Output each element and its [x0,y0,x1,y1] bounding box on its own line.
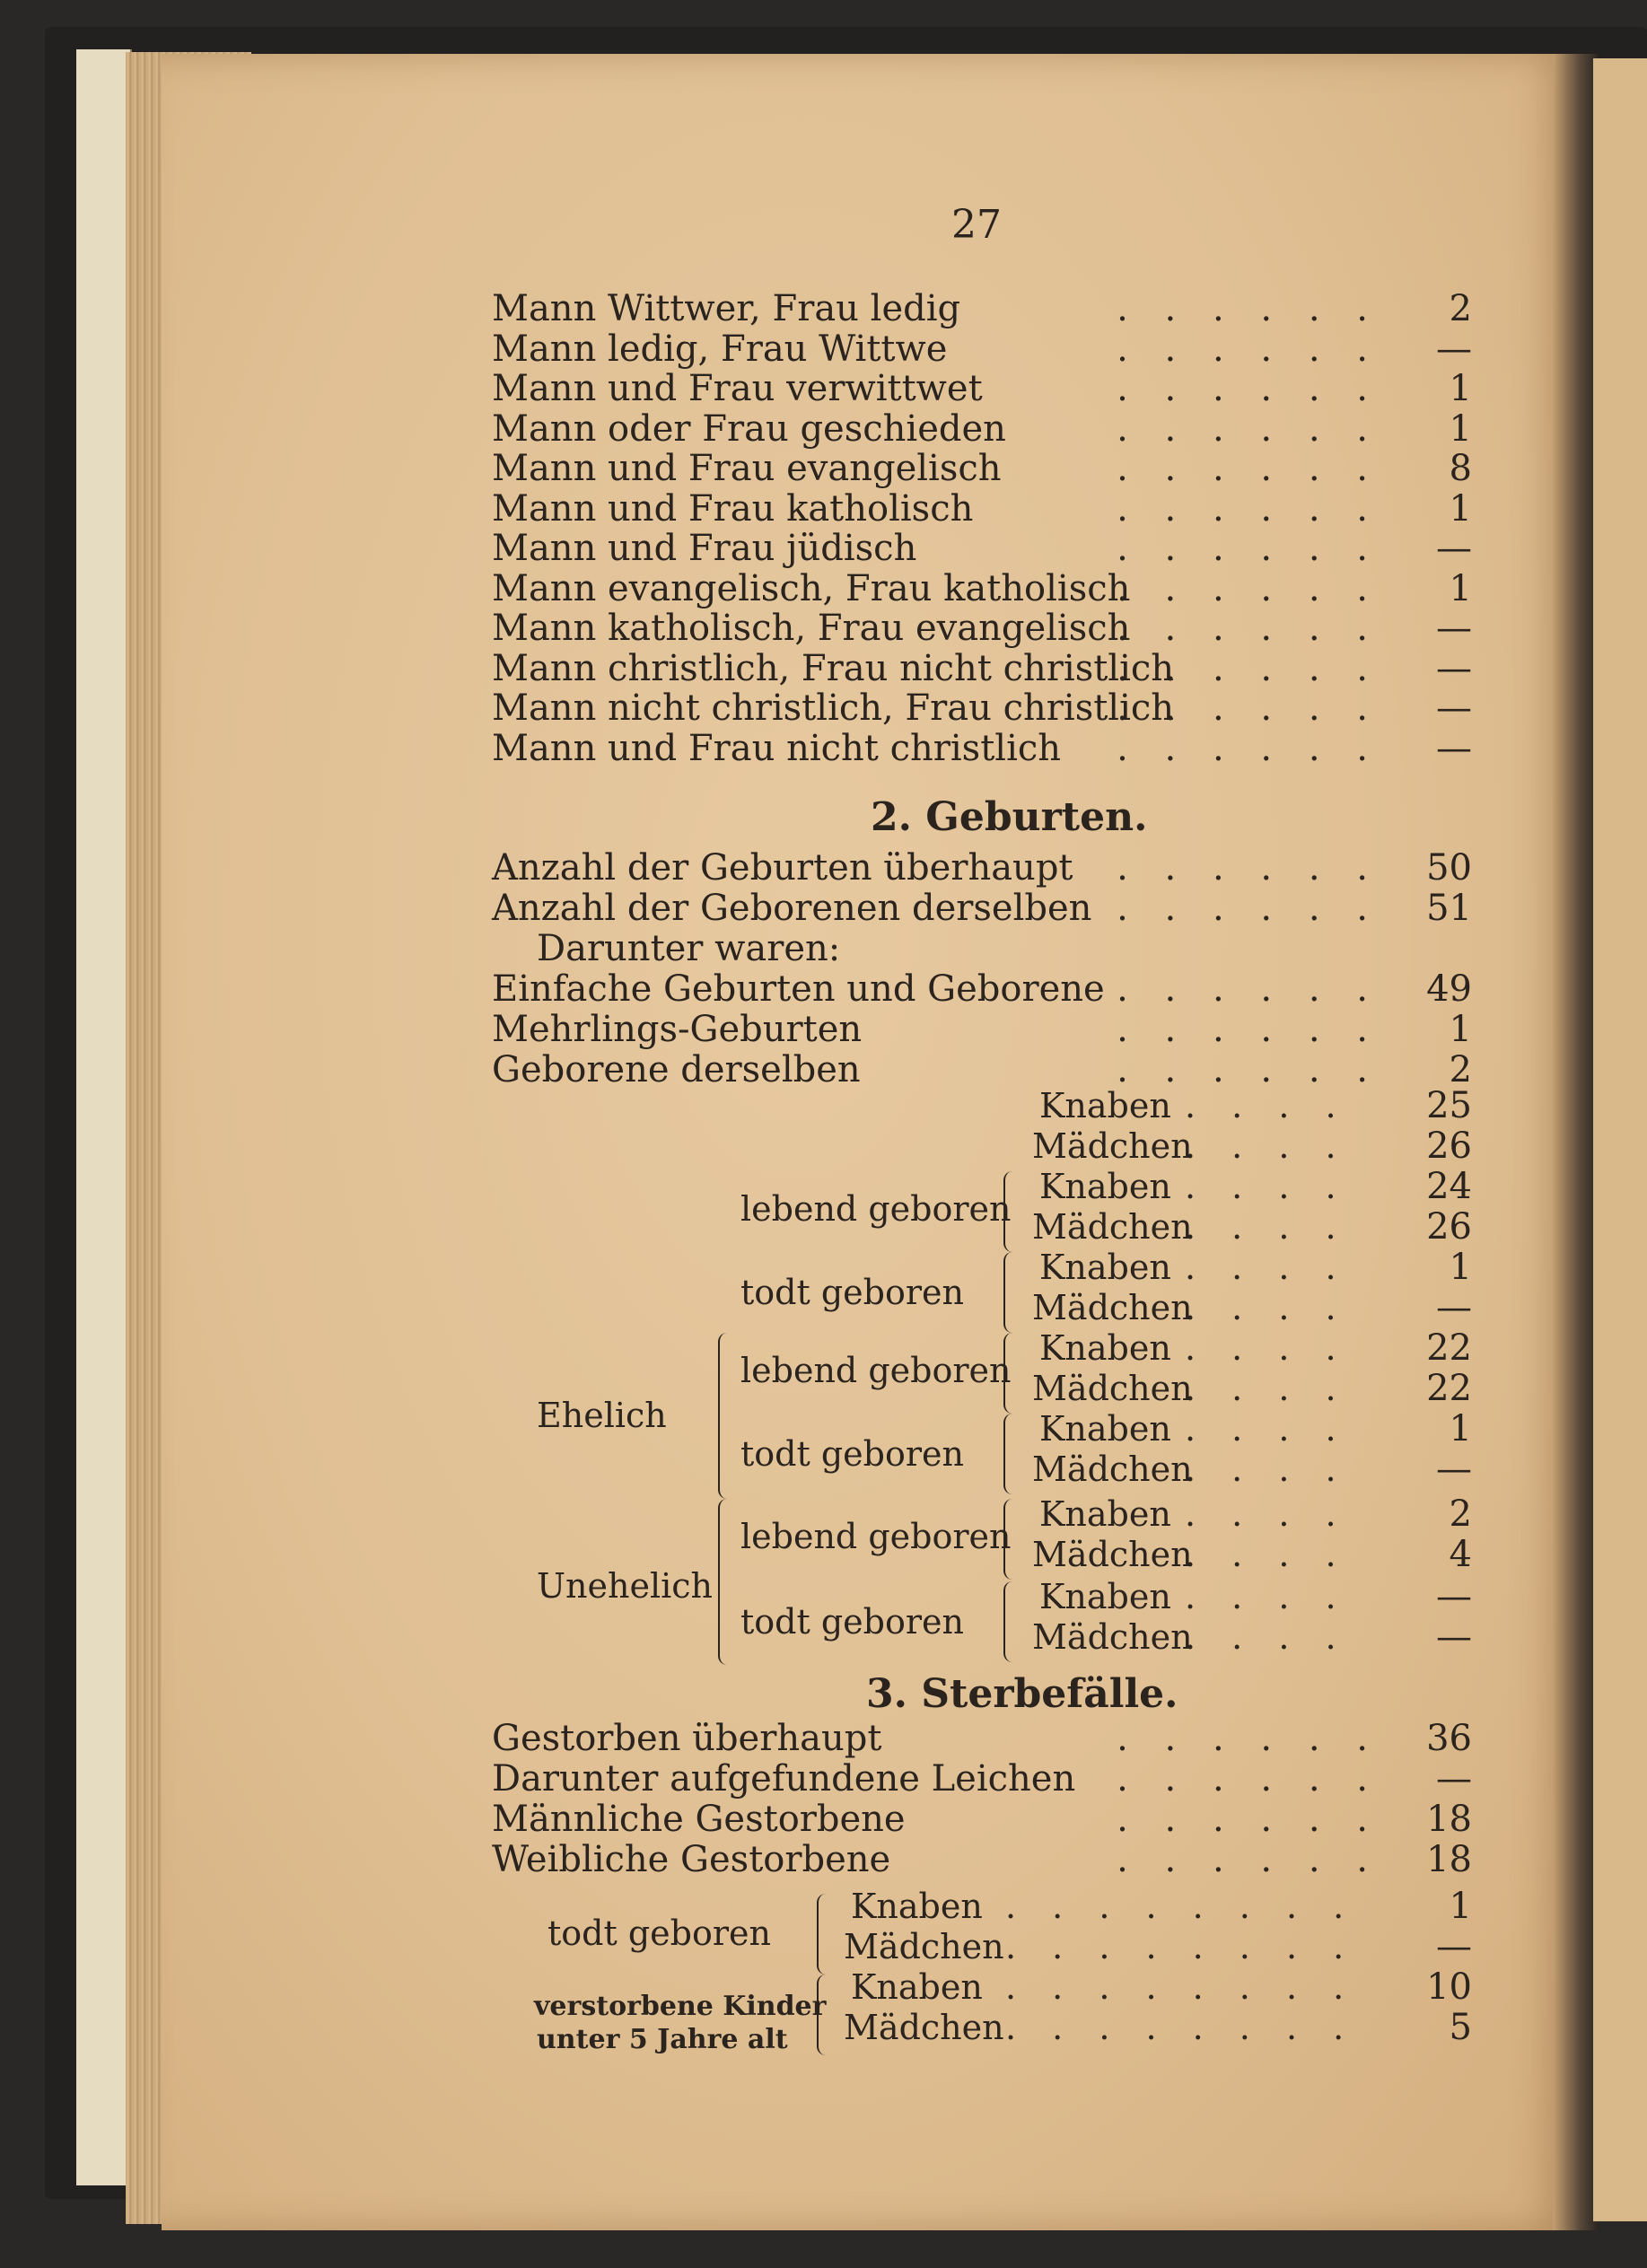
dot-leader: . . . . [1185,1535,1349,1574]
dot-leader: . . . . . . . . [1005,1927,1357,1966]
group-ehelich: Ehelich [537,1396,667,1435]
row-value: 1 [1449,567,1472,609]
label-maedchen: Mädchen [1032,1288,1193,1327]
row-value: 18 [1426,1839,1472,1880]
row-label: Mann oder Frau geschieden [492,407,1006,450]
brace [817,1975,828,2055]
label-knaben: Knaben [1039,1409,1171,1449]
table-row [492,409,1479,449]
row-label: Mann und Frau evangelisch [492,448,1002,489]
dot-leader: . . . . [1185,1248,1349,1287]
brace [1003,1252,1014,1333]
dot-leader: . . . . . . . . [1005,2008,1357,2047]
table-row [492,529,1479,568]
label-knaben: Knaben [1039,1167,1171,1206]
row-label: Geborene derselben [492,1049,861,1090]
table-row [492,569,1479,609]
table-row [492,489,1479,529]
table-row [492,1800,1479,1839]
dot-leader: . . . . . . [1117,1049,1380,1090]
row-value: 1 [1449,1009,1472,1050]
dot-leader: . . . . . . [1117,687,1380,729]
row-label: Mann nicht christlich, Frau christlich [492,687,1175,729]
dot-leader: . . . . . . [1117,1718,1380,1759]
row-label: Mann evangelisch, Frau katholisch [492,567,1131,609]
brace [1003,1581,1014,1662]
dot-leader: . . . . . . [1117,968,1380,1010]
dot-leader: . . . . . . [1117,888,1380,929]
row-value: — [1436,687,1472,729]
value: — [1436,1576,1472,1617]
row-label: Mann und Frau nicht christlich [492,727,1062,769]
page-gutter [1553,54,1598,2230]
row-label: Einfache Geburten und Geborene [492,968,1105,1010]
table-row [492,1840,1479,1879]
row-label: Männliche Gestorbene [492,1799,906,1840]
value: 4 [1449,1534,1472,1575]
group-unehelich: Unehelich [537,1566,714,1606]
dot-leader: . . . . . . [1117,288,1380,329]
dot-leader: . . . . . . . . [1005,1887,1357,1926]
label-knaben: Knaben [851,1887,983,1926]
table-row [492,729,1479,768]
label-knaben: Knaben [1039,1494,1171,1534]
row-label: Mann katholisch, Frau evangelisch [492,608,1131,649]
group-lebend-geboren: lebend geboren [740,1351,1012,1390]
row-label: Darunter waren: [537,928,841,969]
brace [718,1333,729,1499]
dot-leader: . . . . [1185,1167,1349,1206]
dot-leader: . . . . . . . . [1005,1967,1357,2007]
value: 22 [1426,1327,1472,1369]
label-knaben: Knaben [1039,1086,1171,1125]
dot-leader: . . . . . . [1117,487,1380,530]
value: — [1436,1926,1472,1967]
row-value: 18 [1426,1799,1472,1840]
brace [1003,1499,1014,1580]
table-row [492,449,1479,488]
dot-leader: . . . . . . [1117,328,1380,370]
value: 24 [1426,1166,1472,1207]
label-maedchen: Mädchen [1032,1617,1193,1657]
label-knaben: Knaben [1039,1248,1171,1287]
row-value: 51 [1426,888,1472,929]
row-value: 2 [1449,1049,1472,1090]
row-label: Darunter aufgefundene Leichen [492,1758,1076,1800]
table-row [492,289,1479,328]
table-row [492,688,1479,728]
value: 1 [1449,1886,1472,1927]
table-row [492,1010,1479,1049]
table-row [492,889,1479,928]
group-todt-geboren: todt geboren [740,1273,964,1312]
value: 10 [1426,1966,1472,2008]
row-value: 1 [1449,487,1472,530]
label-maedchen: Mädchen [1032,1449,1193,1489]
value: — [1436,1287,1472,1328]
dot-leader: . . . . . . [1117,727,1380,769]
value: 26 [1426,1206,1472,1248]
row-value: — [1436,528,1472,569]
value: — [1436,1616,1472,1658]
dot-leader: . . . . [1185,1577,1349,1616]
group-lebend-geboren: lebend geboren [740,1517,1012,1556]
dot-leader: . . . . [1185,1369,1349,1408]
value: 1 [1449,1408,1472,1449]
row-label: Mann christlich, Frau nicht christlich [492,647,1175,689]
table-row [492,929,1479,968]
page-number: 27 [951,202,1002,248]
value: 25 [1426,1085,1472,1126]
row-value: 2 [1449,288,1472,329]
value: 26 [1426,1125,1472,1167]
row-value: 1 [1449,407,1472,450]
dot-leader: . . . . . . [1117,448,1380,489]
label-maedchen: Mädchen [844,1927,1004,1966]
group-todt-geboren: todt geboren [740,1434,964,1474]
dot-leader: . . . . . . [1117,368,1380,409]
value: 22 [1426,1368,1472,1409]
brace [1003,1333,1014,1414]
cover-board [76,49,132,2185]
group-todt-geboren: todt geboren [548,1913,771,1953]
table-row [492,649,1479,688]
table-row [492,369,1479,408]
group-todt-geboren: todt geboren [740,1602,964,1642]
table-row [492,1719,1479,1758]
brace [718,1499,729,1665]
row-value: 1 [1449,368,1472,409]
label-maedchen: Mädchen [1032,1207,1193,1247]
dot-leader: . . . . [1185,1288,1349,1327]
value: 5 [1449,2007,1472,2048]
row-label: Gestorben überhaupt [492,1718,882,1759]
dot-leader: . . . . . . [1117,528,1380,569]
table-row [492,329,1479,369]
dot-leader: . . . . [1185,1409,1349,1449]
row-value: 50 [1426,847,1472,889]
label-maedchen: Mädchen [844,2008,1004,2047]
row-label: Mehrlings-Geburten [492,1009,863,1050]
label-maedchen: Mädchen [1032,1126,1193,1166]
label-kinder-line1: verstorbene Kinder [534,1991,827,2022]
facing-page-edge [1593,58,1647,2221]
dot-leader: . . . . [1185,1449,1349,1489]
value: 2 [1449,1493,1472,1535]
value: — [1436,1449,1472,1490]
brace [1003,1171,1014,1252]
dot-leader: . . . . . . [1117,1839,1380,1880]
dot-leader: . . . . . . [1117,608,1380,649]
group-lebend-geboren: lebend geboren [740,1189,1012,1229]
row-label: Mann und Frau verwittwet [492,368,983,409]
dot-leader: . . . . . . [1117,647,1380,689]
row-label: Weibliche Gestorbene [492,1839,891,1880]
section-heading-births: 2. Geburten. [871,794,1148,840]
row-value: 49 [1426,968,1472,1010]
dot-leader: . . . . [1185,1494,1349,1534]
row-label: Mann und Frau jüdisch [492,528,917,569]
label-maedchen: Mädchen [1032,1535,1193,1574]
row-label: Mann und Frau katholisch [492,487,974,530]
label-maedchen: Mädchen [1032,1369,1193,1408]
row-value: — [1436,647,1472,689]
dot-leader: . . . . . . [1117,407,1380,450]
row-value: — [1436,328,1472,370]
table-row [492,1759,1479,1799]
row-value: — [1436,727,1472,769]
dot-leader: . . . . [1185,1086,1349,1125]
row-label: Anzahl der Geborenen derselben [492,888,1092,929]
dot-leader: . . . . [1185,1207,1349,1247]
brace [817,1894,828,1975]
dot-leader: . . . . . . [1117,1799,1380,1840]
dot-leader: . . . . . . [1117,567,1380,609]
label-knaben: Knaben [851,1967,983,2007]
row-label: Mann Wittwer, Frau ledig [492,288,961,329]
dot-leader: . . . . . . [1117,1009,1380,1050]
row-value: — [1436,608,1472,649]
section-heading-deaths: 3. Sterbefälle. [866,1671,1178,1717]
table-row [492,969,1479,1009]
dot-leader: . . . . . . [1117,847,1380,889]
row-value: 8 [1449,448,1472,489]
label-knaben: Knaben [1039,1328,1171,1368]
label-kinder-line2: unter 5 Jahre alt [537,2024,788,2055]
table-row [492,609,1479,648]
table-row [492,1050,1479,1090]
dot-leader: . . . . . . [1117,1758,1380,1800]
value: 1 [1449,1247,1472,1288]
row-value: — [1436,1758,1472,1800]
dot-leader: . . . . [1185,1328,1349,1368]
row-label: Mann ledig, Frau Wittwe [492,328,948,370]
brace [1003,1414,1014,1494]
table-row [492,848,1479,888]
dot-leader: . . . . [1185,1126,1349,1166]
label-knaben: Knaben [1039,1577,1171,1616]
row-value: 36 [1426,1718,1472,1759]
row-label: Anzahl der Geburten überhaupt [492,847,1073,889]
dot-leader: . . . . [1185,1617,1349,1657]
